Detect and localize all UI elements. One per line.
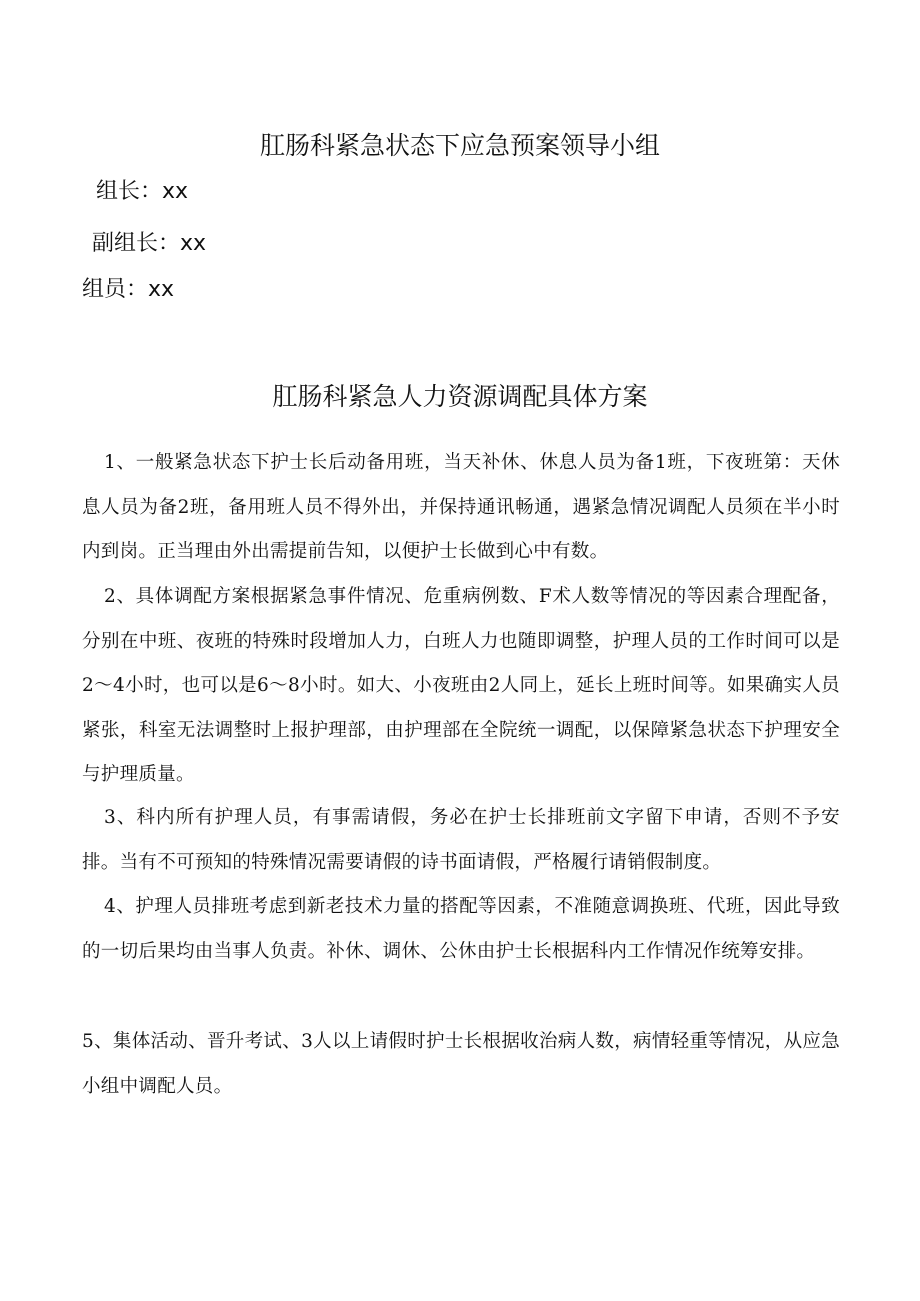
deputy-leader-line: 副组长：xx (92, 231, 207, 256)
paragraph-3: 3、科内所有护理人员，有事需请假，务必在护士长排班前文字留下申请，否则不予安排。当有不可预知的特殊情况需要请假的诗书面请假，严格履行请销假制度。 (82, 807, 840, 873)
group-leader-line: 组长：xx (96, 179, 189, 204)
paragraph-1: 1、一般紧急状态下护士长后动备用班，当天补休、休息人员为备1班，下夜班第：天休息人员为备2班，备用班人员不得外出，并保持通讯畅通，遇紧急情况调配人员须在半小时内到岗。正当理由外出需提前告知，以便护士长做到心中有数。 (82, 452, 840, 562)
paragraph-4: 4、护理人员排班考虑到新老技术力量的搭配等因素，不准随意调换班、代班，因此导致的一切后果均由当事人负责。补休、调休、公休由护士长根据科内工作情况作统筹安排。 (82, 896, 840, 962)
group-member-line: 组员：xx (82, 277, 175, 302)
leadership-group-title: 肛肠科紧急状态下应急预案领导小组 (259, 131, 660, 160)
paragraph-5: 5、集体活动、晋升考试、3人以上请假时护士长根据收治病人数，病情轻重等情况，从应急小组中调配人员。 (82, 1031, 840, 1097)
paragraph-2: 2、具体调配方案根据紧急事件情况、危重病例数、F术人数等情况的等因素合理配备，分别在中班、夜班的特殊时段增加人力，白班人力也随即调整，护理人员的工作时间可以是2～4小时，也可以是6～8小时。如大、小夜班由2人同上，延长上班时间等。如果确实人员紧张，科室无法调整时上报护理部，由护理部在全院统一调配，以保障紧急状态下护理安全与护理质量。 (82, 586, 840, 785)
plan-title: 肛肠科紧急人力资源调配具体方案 (272, 382, 648, 411)
